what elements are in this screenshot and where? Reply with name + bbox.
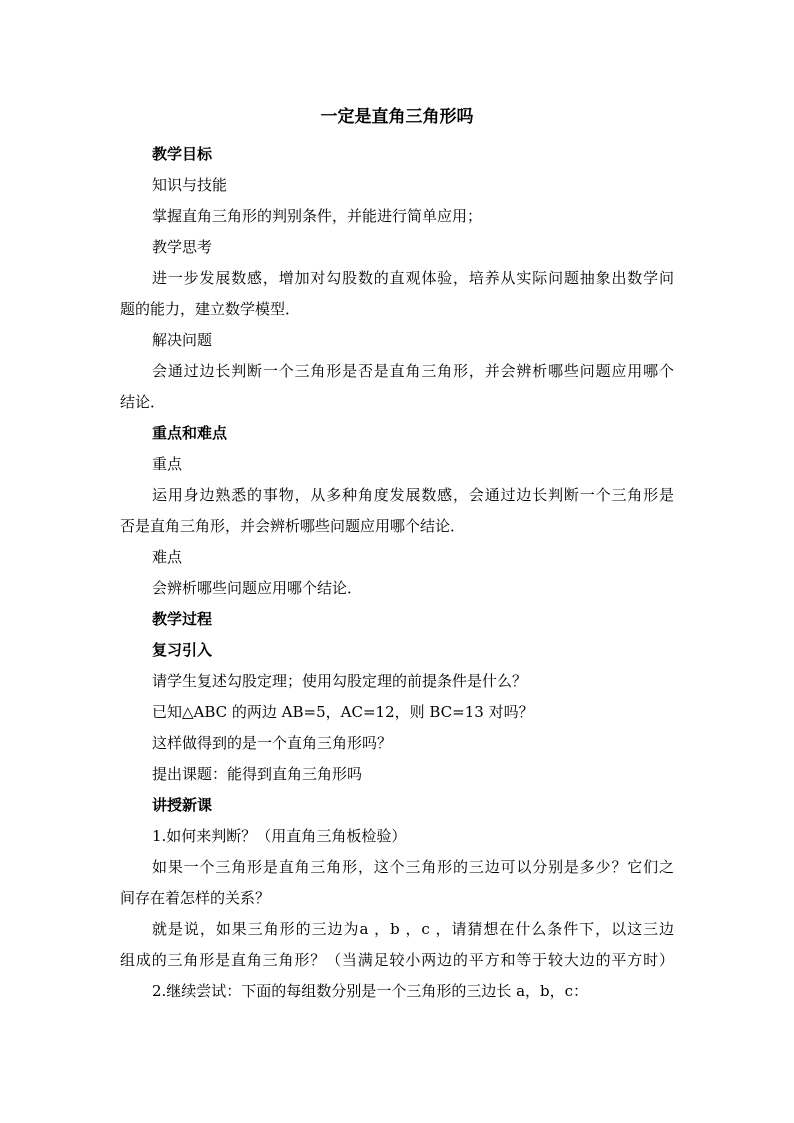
subheading-new-lesson: 讲授新课 xyxy=(152,796,213,814)
heading-teaching-process: 教学过程 xyxy=(152,610,213,628)
paragraph-line: 间存在着怎样的关系？ xyxy=(120,889,271,907)
paragraph-line: 会通过边长判断一个三角形是否是直角三角形，并会辨析哪些问题应用哪个 xyxy=(152,362,674,380)
paragraph-line: 已知△ABC 的两边 AB=5，AC=12，则 BC=13 对吗？ xyxy=(152,703,534,721)
paragraph-line: 结论． xyxy=(120,393,166,411)
paragraph-line: 组成的三角形是直角三角形？（当满足较小两边的平方和等于较大边的平方时） xyxy=(120,951,674,969)
paragraph-line: 进一步发展数感，增加对勾股数的直观体验，培养从实际问题抽象出数学问 xyxy=(152,269,674,287)
subheading-difficult-points: 难点 xyxy=(152,548,183,566)
subheading-teaching-thinking: 教学思考 xyxy=(152,238,213,256)
paragraph-line: 否是直角三角形，并会辨析哪些问题应用哪个结论． xyxy=(120,517,466,535)
paragraph-line: 提出课题：能得到直角三角形吗 xyxy=(152,765,363,783)
paragraph-line: 2.继续尝试：下面的每组数分别是一个三角形的三边长 a，b，c： xyxy=(152,982,589,1000)
heading-key-difficult-points: 重点和难点 xyxy=(152,424,228,442)
paragraph-line: 就是说，如果三角形的三边为a ，b ，c ，请猜想在什么条件下，以这三边 xyxy=(152,920,674,938)
paragraph-line: 运用身边熟悉的事物，从多种角度发展数感，会通过边长判断一个三角形是 xyxy=(152,486,674,504)
paragraph-line: 请学生复述勾股定理；使用勾股定理的前提条件是什么？ xyxy=(152,672,528,690)
paragraph-line: 1.如何来判断？（用直角三角板检验） xyxy=(152,827,407,845)
paragraph-line: 题的能力，建立数学模型． xyxy=(120,300,301,318)
heading-teaching-goals: 教学目标 xyxy=(152,145,213,163)
paragraph-line: 会辨析哪些问题应用哪个结论． xyxy=(152,579,363,597)
subheading-review-intro: 复习引入 xyxy=(152,641,213,659)
paragraph-line: 这样做得到的是一个直角三角形吗？ xyxy=(152,734,393,752)
subheading-key-points: 重点 xyxy=(152,455,183,473)
paragraph-line: 掌握直角三角形的判别条件，并能进行简单应用； xyxy=(152,207,483,225)
document-title: 一定是直角三角形吗 xyxy=(320,107,474,127)
subheading-knowledge-skills: 知识与技能 xyxy=(152,176,228,194)
paragraph-line: 如果一个三角形是直角三角形，这个三角形的三边可以分别是多少？它们之 xyxy=(152,858,674,876)
subheading-problem-solving: 解决问题 xyxy=(152,331,213,349)
